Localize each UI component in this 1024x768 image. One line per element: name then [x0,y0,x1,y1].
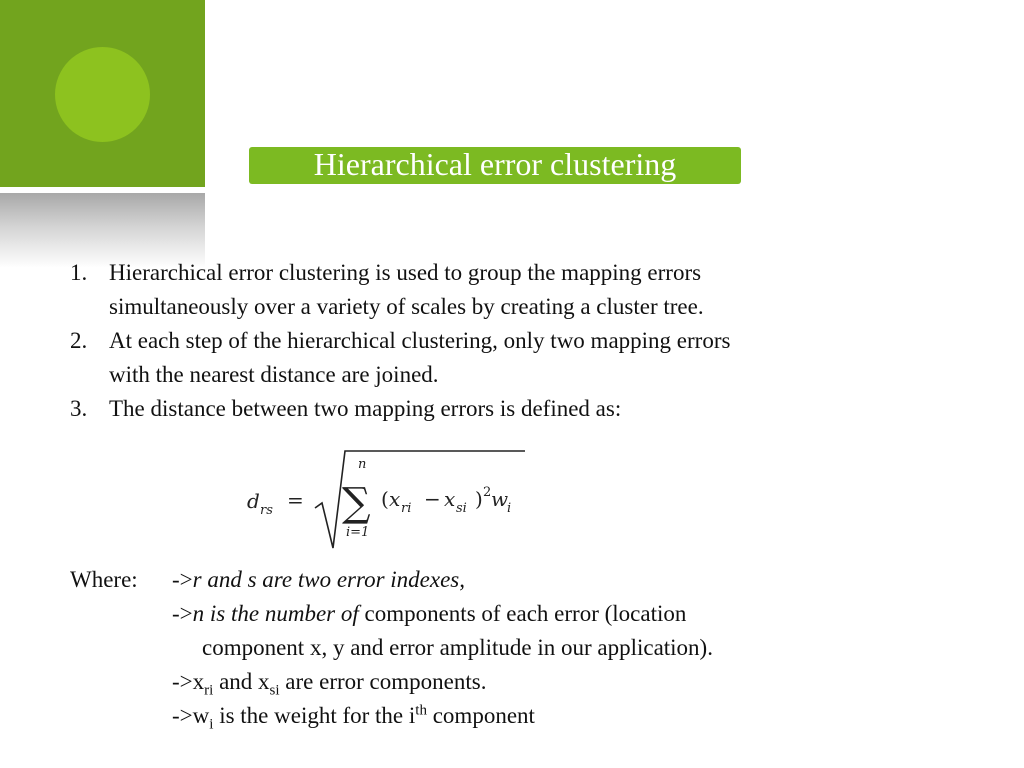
list-item [70,392,930,426]
sup-th: th [415,702,427,719]
formula-lhs-sub: rs [260,503,273,518]
list-item [70,256,930,324]
formula-x-s: x [444,487,456,511]
formula-x-r: x [389,487,401,511]
where-row [70,699,970,733]
formula-minus: − [424,487,441,511]
formula-equals: = [287,488,304,512]
formula-close-paren: ) [475,487,483,511]
decorative-circle [55,47,150,142]
slide-title: Hierarchical error clustering [313,146,677,182]
list-item-text-line: The distance between two mapping errors is defined as: [109,396,622,421]
formula-w-sub: i [507,501,512,516]
where-italic-text: n is the number of [192,601,359,626]
numbered-list [70,256,930,426]
formula-lhs-var: d [247,489,260,513]
where-section [70,563,970,733]
where-continuation: component x, y and error amplitude in our application). [202,635,713,660]
list-number: 3. [70,396,88,421]
var-x: x [192,669,205,694]
where-label: Where: [70,567,138,592]
list-number: 2. [70,328,88,353]
where-text: are error components. [279,669,487,694]
formula-upper-limit: n [358,457,367,472]
where-text: and x [213,669,270,694]
where-italic-text: r and s are two error indexes, [192,567,466,592]
formula-power: 2 [483,485,492,500]
where-row [70,563,970,597]
formula-svg [245,448,535,553]
distance-formula [245,448,535,553]
formula-open-paren: ( [381,487,389,511]
where-line [172,563,465,597]
formula-sum-symbol: ∑ [342,480,371,526]
formula-x-s-sub: si [456,501,467,516]
formula-w: w [491,487,509,511]
where-line [172,665,486,699]
where-row [70,631,970,665]
formula-x-r-sub: ri [401,501,412,516]
arrow-text: -> [172,601,193,626]
where-text: components of each error (location [358,601,687,626]
where-line [172,699,535,733]
where-line [172,597,686,631]
list-item [70,324,930,392]
sub-ri: ri [204,682,214,699]
list-item-text-line: simultaneously over a variety of scales by creating a cluster tree. [109,294,704,319]
arrow-text: -> [172,567,193,592]
where-text: is the weight for the i [213,703,416,728]
var-w: w [192,703,210,728]
formula-lower-limit: i=1 [346,525,370,540]
list-item-text-line: Hierarchical error clustering is used to group the mapping errors [109,260,702,285]
where-row [70,597,970,631]
list-item-text-line: with the nearest distance are joined. [109,362,439,387]
list-number: 1. [70,260,88,285]
arrow-text: -> [172,669,193,694]
where-row [70,665,970,699]
arrow-text: -> [172,703,193,728]
list-item-text-line: At each step of the hierarchical clustering, only two mapping errors [109,328,731,353]
sub-si: si [269,682,280,699]
sub-i: i [209,716,214,733]
title-banner [249,147,741,184]
where-text: component [426,703,535,728]
